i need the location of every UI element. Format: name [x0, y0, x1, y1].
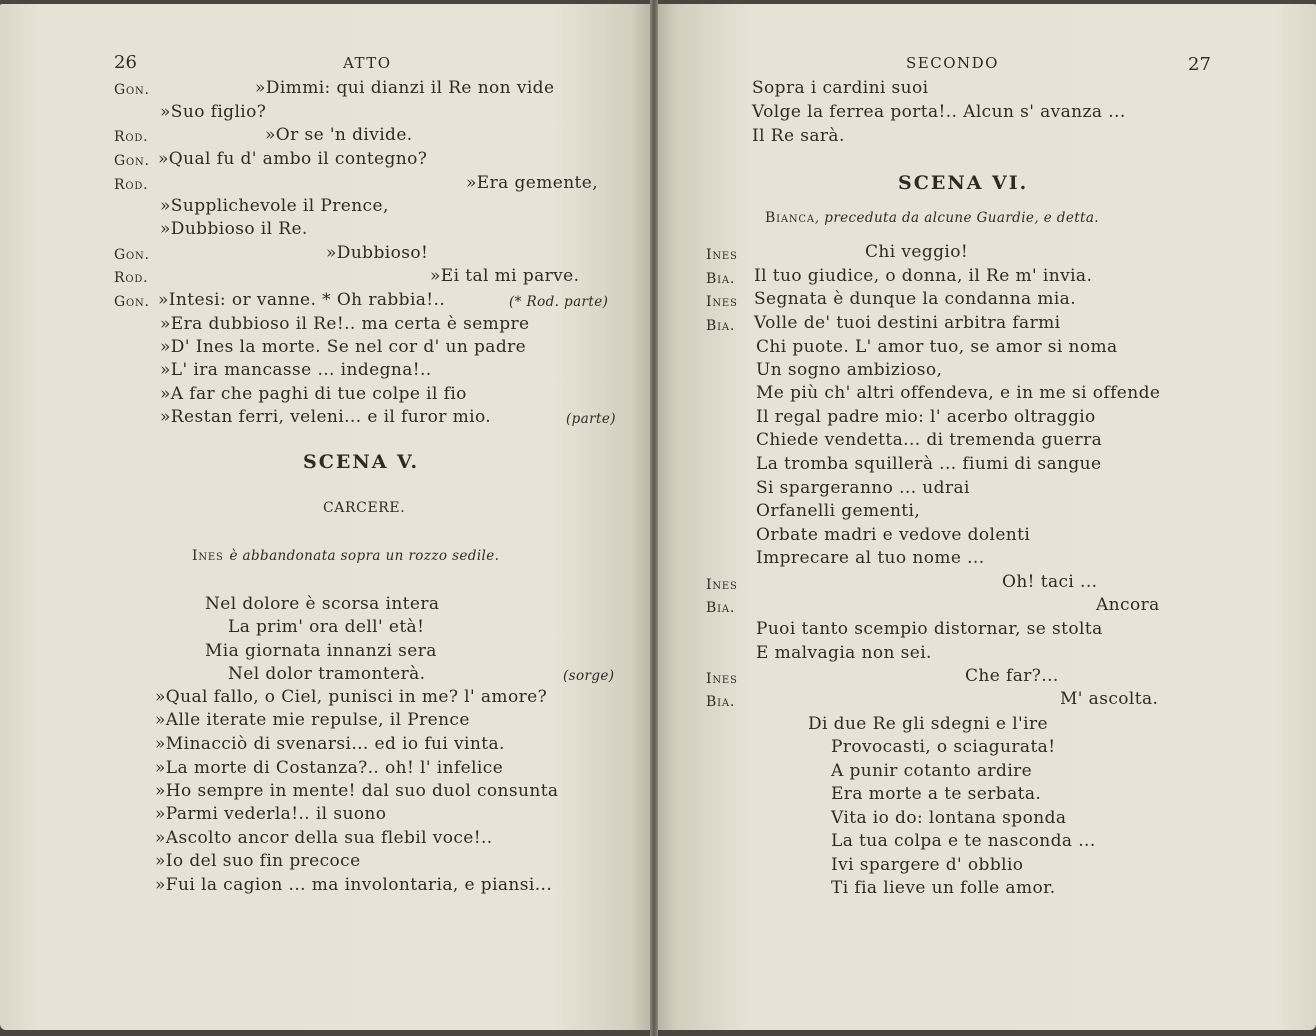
dialogue-line: Ti fia lieve un folle amor.: [831, 878, 1056, 898]
speaker-label: Ines: [706, 577, 738, 593]
dialogue-line: A punir cotanto ardire: [831, 761, 1033, 781]
dialogue-line: »Era dubbioso il Re!.. ma certa è sempre: [160, 314, 530, 334]
dialogue-line: E malvagia non sei.: [756, 643, 932, 663]
scene-title-left: SCENA V.: [303, 451, 420, 473]
dialogue-line: La tua colpa e te nasconda ...: [831, 831, 1096, 851]
dialogue-line: »Dubbioso!: [326, 243, 429, 263]
book-gutter: [650, 0, 658, 1036]
dialogue-line: Che far?...: [965, 666, 1059, 686]
dialogue-line: Puoi tanto scempio distornar, se stolta: [756, 619, 1103, 639]
dialogue-line: Il tuo giudice, o donna, il Re m' invia.: [754, 266, 1093, 286]
dialogue-line: Di due Re gli sdegni e l'ire: [808, 714, 1048, 734]
dialogue-line: Ancora: [1096, 595, 1160, 615]
speaker-label: Rod.: [114, 177, 149, 193]
speaker-label: Gon.: [114, 82, 150, 98]
dialogue-line: »Ei tal mi parve.: [430, 266, 580, 286]
dialogue-line: »D' Ines la morte. Se nel cor d' un padre: [160, 337, 527, 357]
dialogue-line: Chi veggio!: [865, 242, 969, 262]
direction-text: è abbandonata sopra un rozzo sedile.: [229, 548, 500, 564]
dialogue-line: La tromba squillerà ... fiumi di sangue: [756, 454, 1102, 474]
verse-line: Nel dolore è scorsa intera: [205, 594, 440, 614]
running-head-right: SECONDO: [906, 54, 999, 72]
speaker-label: Bia.: [706, 271, 736, 287]
stage-direction-left: [192, 545, 499, 566]
dialogue-line: M' ascolta.: [1060, 689, 1159, 709]
dialogue-line: »Dubbioso il Re.: [160, 219, 308, 239]
speaker-label: Gon.: [114, 294, 150, 310]
speaker-label: Gon.: [114, 247, 150, 263]
verse-line: »Ho sempre in mente! dal suo duol consunta: [155, 781, 559, 801]
dialogue-line: Provocasti, o sciagurata!: [831, 737, 1056, 757]
direction-speaker: Bianca: [765, 210, 815, 226]
stage-note: (* Rod. parte): [509, 294, 609, 310]
dialogue-line: Orfanelli gementi,: [756, 501, 921, 521]
speaker-label: Rod.: [114, 129, 149, 145]
page-number-left: 26: [114, 52, 137, 73]
verse-line: »La morte di Costanza?.. oh! l' infelice: [155, 758, 504, 778]
dialogue-line: »Intesi: or vanne. * Oh rabbia!..: [158, 290, 446, 310]
dialogue-line: »Supplichevole il Prence,: [160, 196, 389, 216]
stage-direction-right: [765, 207, 1099, 228]
dialogue-line: Volge la ferrea porta!.. Alcun s' avanza ...: [752, 102, 1126, 122]
dialogue-line: »Restan ferri, veleni... e il furor mio.: [160, 407, 492, 427]
dialogue-line: Ivi spargere d' obblio: [831, 855, 1024, 875]
verse-line: »Parmi vederla!.. il suono: [155, 804, 387, 824]
dialogue-line: »Dimmi: qui dianzi il Re non vide: [255, 78, 555, 98]
dialogue-line: Si spargeranno ... udrai: [756, 478, 970, 498]
running-head-left: ATTO: [343, 54, 392, 72]
speaker-label: Ines: [706, 671, 738, 687]
verse-line: »Alle iterate mie repulse, il Prence: [155, 710, 470, 730]
direction-speaker: Ines: [192, 548, 224, 564]
dialogue-line: Era morte a te serbata.: [831, 784, 1042, 804]
dialogue-line: »A far che paghi di tue colpe il fio: [160, 384, 467, 404]
verse-line: »Minacciò di svenarsi... ed io fui vinta.: [155, 734, 505, 754]
verse-line: La prim' ora dell' età!: [228, 617, 425, 637]
speaker-label: Bia.: [706, 318, 736, 334]
verse-line: Nel dolor tramonterà.: [228, 664, 426, 684]
verse-line: »Io del suo fin precoce: [155, 851, 361, 871]
right-page: [656, 4, 1316, 1030]
dialogue-line: Chiede vendetta... di tremenda guerra: [756, 430, 1103, 450]
dialogue-line: Chi puote. L' amor tuo, se amor si noma: [756, 337, 1118, 357]
dialogue-line: Un sogno ambizioso,: [756, 360, 943, 380]
speaker-label: Bia.: [706, 600, 736, 616]
stage-note: (parte): [566, 411, 616, 427]
speaker-label: Bia.: [706, 694, 736, 710]
scene-title-right: SCENA VI.: [898, 172, 1029, 194]
dialogue-line: »Or se 'n divide.: [265, 125, 413, 145]
dialogue-line: Sopra i cardini suoi: [752, 78, 929, 98]
direction-text: , preceduta da alcune Guardie, e detta.: [814, 210, 1100, 226]
dialogue-line: Orbate madri e vedove dolenti: [756, 525, 1031, 545]
verse-line: »Qual fallo, o Ciel, punisci in me? l' amore?: [155, 687, 548, 707]
dialogue-line: Segnata è dunque la condanna mia.: [754, 289, 1077, 309]
verse-line: Mia giornata innanzi sera: [205, 641, 437, 661]
dialogue-line: Volle de' tuoi destini arbitra farmi: [754, 313, 1061, 333]
location-heading: CARCERE.: [323, 500, 406, 516]
dialogue-line: »Era gemente,: [466, 173, 599, 193]
dialogue-line: »Qual fu d' ambo il contegno?: [158, 149, 428, 169]
stage-note: (sorge): [563, 668, 615, 684]
dialogue-line: Il regal padre mio: l' acerbo oltraggio: [756, 407, 1096, 427]
dialogue-line: »Suo figlio?: [160, 102, 267, 122]
dialogue-line: Il Re sarà.: [752, 126, 845, 146]
speaker-label: Ines: [706, 247, 738, 263]
dialogue-line: Imprecare al tuo nome ...: [756, 548, 985, 568]
dialogue-line: Vita io do: lontana sponda: [831, 808, 1067, 828]
verse-line: »Fui la cagion ... ma involontaria, e piansi...: [155, 875, 553, 895]
speaker-label: Ines: [706, 294, 738, 310]
speaker-label: Gon.: [114, 153, 150, 169]
dialogue-line: Me più ch' altri offendeva, e in me si offende: [756, 383, 1161, 403]
dialogue-line: Oh! taci ...: [1002, 572, 1098, 592]
dialogue-line: »L' ira mancasse ... indegna!..: [160, 360, 432, 380]
speaker-label: Rod.: [114, 270, 149, 286]
page-number-right: 27: [1188, 54, 1211, 75]
verse-line: »Ascolto ancor della sua flebil voce!..: [155, 828, 493, 848]
